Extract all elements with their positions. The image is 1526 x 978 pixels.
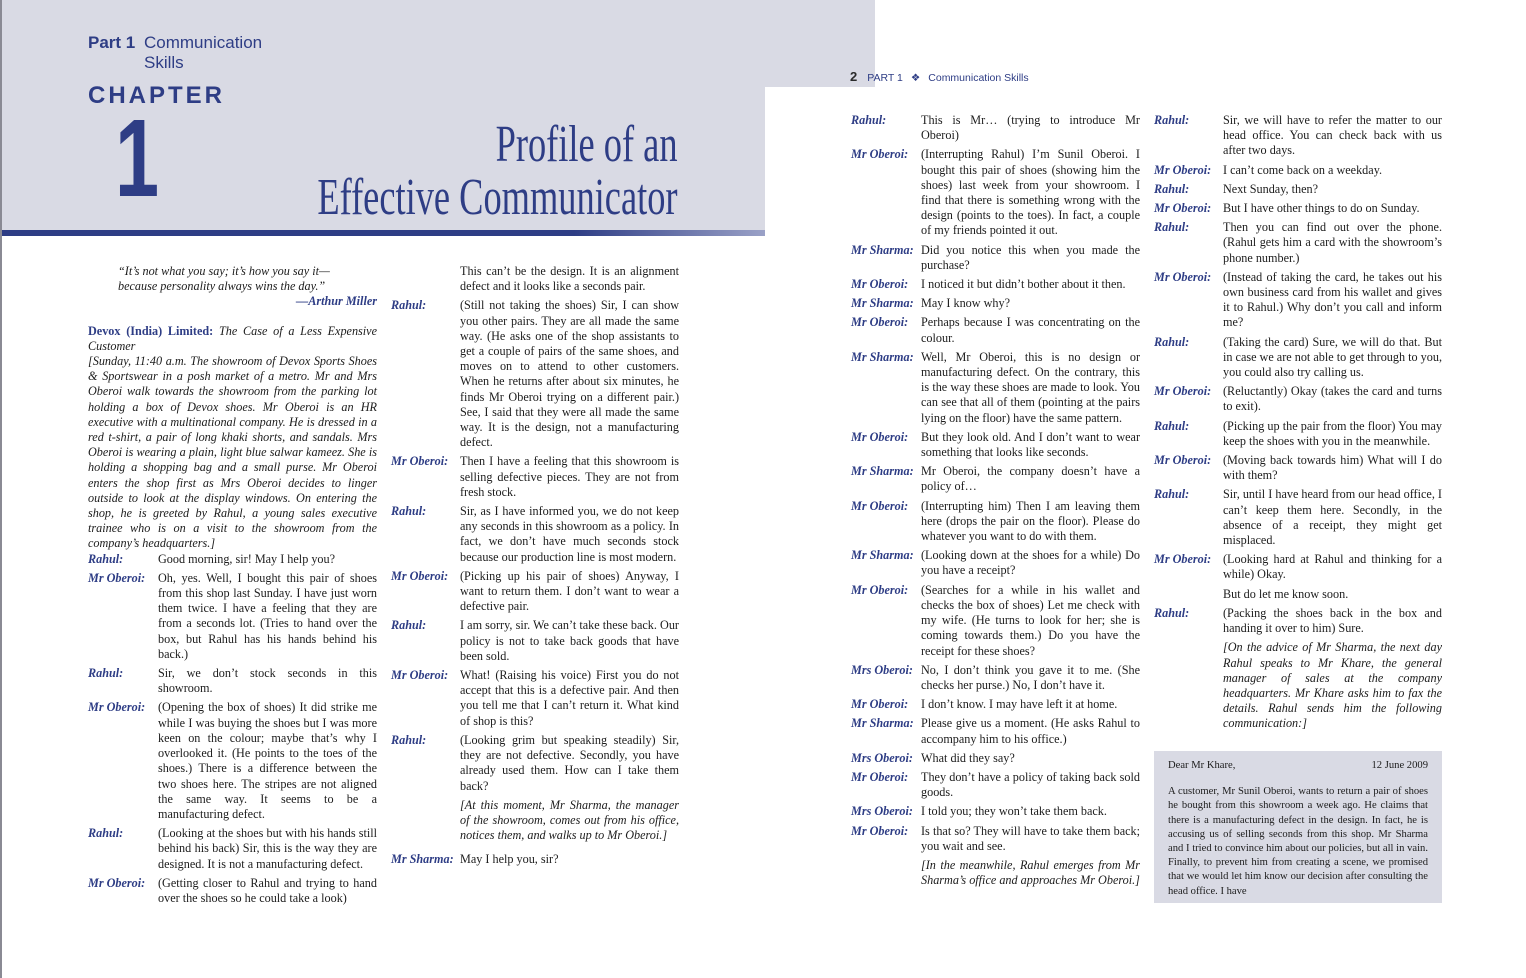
letter-box <box>1154 751 1442 903</box>
speaker: Mr Oberoi: <box>88 570 146 585</box>
epigraph <box>88 264 377 310</box>
dialogue-text: (Searches for a while in his wallet and checks the box of shoes) Let me check with my wife. (He turns to look for her; she is coming towards them.) Do you have the receipt for these shoes? <box>921 582 1140 658</box>
header-rule <box>2 230 765 236</box>
dialogue-line <box>391 733 679 794</box>
dialogue-line <box>851 147 1140 238</box>
dialogue-line <box>851 583 1140 659</box>
dialogue-line <box>851 548 1140 578</box>
speaker: Mr Oberoi: <box>88 875 146 890</box>
speaker <box>1154 587 1223 602</box>
dialogue-text: Perhaps because I was concentrating on the colour. <box>921 315 1140 345</box>
speaker: Mr Oberoi: <box>851 769 909 784</box>
dialogue-text: Is that so? They will have to take them back; you wait and see. <box>921 823 1140 853</box>
dialogue-line <box>88 666 377 696</box>
speaker: Mr Oberoi: <box>851 582 909 597</box>
dialogue-line <box>391 668 679 729</box>
dialogue-line <box>1154 419 1442 449</box>
dialogue-list <box>1154 113 1442 636</box>
dialogue-line <box>1154 163 1442 178</box>
dialogue-text: (Looking hard at Rahul and thinking for a while) Okay. <box>1223 552 1442 582</box>
dialogue-text: I noticed it but didn’t bother about it then. <box>921 277 1126 292</box>
dialogue-text: (Looking grim but speaking steadily) Sir, they are not defective. Secondly, you have already used them. How can I take them back? <box>460 732 679 793</box>
page-number: 2 <box>850 69 858 84</box>
dialogue-line <box>1154 182 1442 197</box>
speaker: Mrs Oberoi: <box>851 804 913 819</box>
dialogue-line <box>391 569 679 615</box>
dialogue-text: This is Mr… (trying to introduce Mr Oberoi) <box>921 113 1140 143</box>
dialogue-text: What did they say? <box>921 750 1015 765</box>
speaker: Mr Sharma: <box>851 716 914 731</box>
speaker: Mr Sharma: <box>391 852 454 867</box>
dialogue-line <box>1154 453 1442 483</box>
speaker: Mr Oberoi: <box>1154 552 1212 567</box>
dialogue-line <box>851 464 1140 494</box>
speaker: Mr Oberoi: <box>391 668 449 683</box>
dialogue-list <box>851 113 1140 854</box>
dialogue-line <box>391 504 679 565</box>
speaker: Mr Oberoi: <box>851 823 909 838</box>
dialogue-line <box>88 826 377 872</box>
dialogue-list <box>391 298 679 793</box>
speaker: Mr Oberoi: <box>851 498 909 513</box>
speaker: Mr Oberoi: <box>1154 453 1212 468</box>
dialogue-line <box>851 824 1140 854</box>
stage-direction-text: [In the meanwhile, Rahul emerges from Mr Sharma’s office and approaches Mr Oberoi.] <box>921 857 1140 888</box>
dialogue-text: (Taking the card) Sure, we will do that. But in case we are not able to get through to you, you could also try calling us. <box>1223 334 1442 380</box>
dialogue-text: Good morning, sir! May I help you? <box>158 551 336 566</box>
running-header <box>850 69 1029 84</box>
speaker: Mr Oberoi: <box>851 315 909 330</box>
dialogue-line <box>851 663 1140 693</box>
dialogue-line <box>1154 552 1442 582</box>
dialogue-line <box>851 350 1140 426</box>
speaker: Mr Oberoi: <box>391 454 449 469</box>
speaker: Mr Oberoi: <box>851 147 909 162</box>
dialogue-line <box>1154 587 1442 602</box>
speaker: Mr Oberoi: <box>1154 384 1212 399</box>
dialogue-line <box>1154 201 1442 216</box>
dialogue-line <box>851 499 1140 545</box>
chapter-title-line2: Effective Communicator <box>317 169 678 226</box>
dialogue-line <box>851 430 1140 460</box>
stage-direction-text: [On the advice of Mr Sharma, the next day Rahul speaks to Mr Khare, the general manager of sales at the company headquarters. Mr Khare asks him to fax the details. Rahul sends him the following communication:] <box>1223 640 1442 731</box>
stage-direction <box>1154 640 1442 736</box>
chapter-title <box>318 118 678 224</box>
dialogue-line <box>851 697 1140 712</box>
dialogue-line <box>1154 606 1442 636</box>
chapter-label: CHAPTER <box>88 82 226 109</box>
column-3 <box>851 113 1140 897</box>
dialogue-line <box>1154 384 1442 414</box>
dialogue-line <box>851 751 1140 766</box>
dialogue-line <box>851 277 1140 292</box>
dialogue-text: Well, Mr Oberoi, this is no design or manufacturing defect. On the contrary, this is the way these shoes are made to look. You can see that all of them (pointing at the pairs lying on the floor) have the same pattern. <box>921 349 1140 425</box>
case-company: Devox (India) Limited: <box>88 323 214 338</box>
dialogue-text: (Looking down at the shoes for a while) Do you have a receipt? <box>921 548 1140 578</box>
dialogue-line <box>851 770 1140 800</box>
speaker: Rahul: <box>1154 605 1190 620</box>
speaker: Rahul: <box>391 298 427 313</box>
dialogue-text: Then I have a feeling that this showroom is selling defective pieces. They are not from fresh stock. <box>460 454 679 499</box>
dialogue-text: (Picking up his pair of shoes) Anyway, I want to return them. I don’t want to wear a defective pair. <box>460 568 679 614</box>
dialogue-line <box>391 618 679 664</box>
dialogue-line <box>1154 335 1442 381</box>
dialogue-line <box>851 716 1140 746</box>
dialogue-line <box>851 315 1140 345</box>
letter-salutation: Dear Mr Khare, <box>1168 760 1236 771</box>
chapter-number: 1 <box>115 97 160 220</box>
dialogue-line <box>1154 487 1442 548</box>
speaker: Mr Sharma: <box>851 464 914 479</box>
dialogue-text: May I know why? <box>921 296 1011 311</box>
dialogue-text: Sir, as I have informed you, we do not keep any seconds in this showroom as a policy. In fact, we don’t have much seconds stock because our production line is most modern. <box>460 504 679 564</box>
dialogue-line <box>391 852 679 867</box>
dialogue-text: (Packing the shoes back in the box and handing it over to him) Sure. <box>1223 605 1442 636</box>
speaker: Mr Sharma: <box>851 548 914 563</box>
dialogue-text: I am sorry, sir. We can’t take these back. Our policy is not to take back goods that have been sold. <box>460 618 679 663</box>
dialogue-text: (Instead of taking the card, he takes out his own business card from his wallet and gives it to Rahul.) Why don’t you call and inform me? <box>1223 269 1442 330</box>
part-title: Communication Skills <box>144 33 263 72</box>
dialogue-line <box>1154 220 1442 266</box>
dialogue-continuation <box>391 264 679 294</box>
dialogue-text: What! (Raising his voice) First you do not accept that this is a defective pair. And then you tell me that I can’t return it. What kind of shop is this? <box>460 668 679 728</box>
dialogue-text: Oh, yes. Well, I bought this pair of shoes from this shop last Sunday. I have just worn them twice. I have a feeling that they are from a seconds lot. (Tries to hand over the box, but Rahul has his hands behind his back.) <box>158 570 377 661</box>
speaker: Rahul: <box>391 618 427 633</box>
dialogue-line <box>88 552 377 567</box>
dialogue-text: Sir, we will have to refer the matter to our head office. You can check back with us after two days. <box>1223 113 1442 158</box>
speaker: Rahul: <box>1154 113 1190 127</box>
dialogue-line <box>1154 113 1442 159</box>
column-1 <box>88 264 377 910</box>
dialogue-text: Mr Oberoi, the company doesn’t have a policy of… <box>921 464 1140 494</box>
running-part: PART 1 <box>867 72 903 84</box>
dialogue-text: (Interrupting Rahul) I’m Sunil Oberoi. I bought this pair of shoes (showing him the shoes) last week from your showroom. I find that there is something wrong with the design (points to the toes). In fact, a couple of my friends pointed it out. <box>921 147 1140 238</box>
dialogue-text: (Still not taking the shoes) Sir, I can show you other pairs. They are all made the same way. (He asks one of the shop assistants to get a couple of pairs of the same shoes, and moves on to attend to other customers. When he returns after about six minutes, he finds Mr Oberoi trying on a different pair.) See, I said that they were all made the same way. It is the design, not a manufacturing defect. <box>460 298 679 450</box>
running-separator: ❖ <box>910 72 921 84</box>
speaker: Mr Oberoi: <box>1154 269 1212 284</box>
dialogue-list <box>88 552 377 906</box>
dialogue-text: I don’t know. I may have left it at home. <box>921 697 1118 712</box>
case-subtitle: The Case of a Less Expensive Customer <box>88 323 377 353</box>
dialogue-line <box>391 298 679 450</box>
stage-direction <box>851 858 1140 893</box>
dialogue-text: They don’t have a policy of taking back sold goods. <box>921 769 1140 800</box>
dialogue-text: (Interrupting him) Then I am leaving them here (drops the pair on the floor). Please do whatever you want to do with them. <box>921 498 1140 544</box>
speaker: Rahul: <box>851 113 887 127</box>
dialogue-text: Sir, we don’t stock seconds in this showroom. <box>158 666 377 696</box>
dialogue-text: This can’t be the design. It is an alignment defect and it looks like a seconds pair. <box>460 264 679 294</box>
scene-intro: [Sunday, 11:40 a.m. The showroom of Devox Sports Shoes & Sportswear in a posh market of a metro. Mr and Mrs Oberoi walk towards the showroom from the parking lot holding a box of Devox shoes. Mr Oberoi is an HR executive with a multinational company. He is dressed in a red t-shirt, a pair of long khaki shorts, and sandals. Mrs Oberoi is wearing a plain, light blue salwar kameez. She is holding a shopping bag and a small purse. Mr Oberoi enters the shop first as Mrs Oberoi decides to linger outside to look at the display windows. On entering the shop, he is greeted by Rahul, a young sales executive trainee who is on a visit to the showroom from the company’s headquarters.] <box>88 354 377 551</box>
dialogue-text: May I help you, sir? <box>460 852 559 867</box>
epigraph-author: —Arthur Miller <box>296 294 377 309</box>
speaker: Rahul: <box>391 732 427 747</box>
dialogue-text: Did you notice this when you made the purchase? <box>921 242 1140 272</box>
dialogue-text: (Reluctantly) Okay (takes the card and turns to exit). <box>1223 384 1442 414</box>
dialogue-text: (Getting closer to Rahul and trying to hand over the shoes so he could take a look) <box>158 875 377 905</box>
dialogue-line <box>1154 270 1442 331</box>
dialogue-text: Next Sunday, then? <box>1223 181 1318 196</box>
speaker: Mr Oberoi: <box>1154 201 1212 216</box>
dialogue-line <box>851 804 1140 819</box>
dialogue-text: (Opening the box of shoes) It did strike me while I was buying the shoes but I was more keen on the colour; maybe that’s why I overlooked it. (He points to the toes of the shoes.) There is a difference between the two shoes here. The stripes are not aligned the same way. It seems to be a manufacturing defect. <box>158 700 377 821</box>
dialogue-line <box>851 296 1140 311</box>
epigraph-line: because personality always wins the day.” <box>118 279 326 294</box>
speaker: Rahul: <box>1154 487 1190 502</box>
speaker: Rahul: <box>1154 418 1190 433</box>
dialogue-line <box>851 113 1140 143</box>
part-label: Part 1 Communication Skills <box>88 33 263 72</box>
speaker: Mr Oberoi: <box>391 568 449 583</box>
dialogue-text: (Moving back towards him) What will I do with them? <box>1223 453 1442 483</box>
chapter-title-line1: Profile of an <box>496 116 678 173</box>
dialogue-text: But they look old. And I don’t want to wear something that looks like seconds. <box>921 429 1140 460</box>
running-title: Communication Skills <box>928 72 1029 84</box>
speaker: Rahul: <box>88 826 124 841</box>
dialogue-text: I told you; they won’t take them back. <box>921 804 1107 819</box>
dialogue-text: Sir, until I have heard from our head office, I can’t keep them here. Secondly, in the absence of a receipt, they might get misplaced. <box>1223 487 1442 548</box>
stage-direction <box>391 798 679 849</box>
dialogue-text: Please give us a moment. (He asks Rahul to accompany him to his office.) <box>921 716 1140 746</box>
dialogue-line <box>88 876 377 906</box>
dialogue-line <box>391 454 679 500</box>
speaker: Mrs Oberoi: <box>851 750 913 765</box>
dialogue-line <box>88 700 377 822</box>
letter-body: A customer, Mr Sunil Oberoi, wants to return a pair of shoes he bought from this showroom a week ago. He claims that there is a manufacturing defect in the design. In fact, he is accusing us of selling seconds from this shop. Mr Sharma and I tried to convince him about our policies, but all in vain. Finally, to prevent him from creating a scene, we promised that we would let him know our decision after consulting the head office. I have <box>1168 786 1428 897</box>
column-2 <box>391 264 679 872</box>
speaker: Rahul: <box>391 504 427 519</box>
speaker: Rahul: <box>1154 334 1190 349</box>
speaker: Mrs Oberoi: <box>851 662 913 677</box>
dialogue-text: (Picking up the pair from the floor) You may keep the shoes with you in the meanwhile. <box>1223 418 1442 448</box>
dialogue-text: But do let me know soon. <box>1223 586 1349 601</box>
speaker: Mr Sharma: <box>851 349 914 364</box>
speaker: Mr Oberoi: <box>851 277 909 292</box>
dialogue-text: Then you can find out over the phone. (Rahul gets him a card with the showroom’s phone number.) <box>1223 220 1442 265</box>
dialogue-text: (Looking at the shoes but with his hands still behind his back) Sir, this is the way they are designed. It is not a manufacturing defect. <box>158 826 377 871</box>
epigraph-line: “It’s not what you say; it’s how you say it— <box>118 264 330 278</box>
letter-date: 12 June 2009 <box>1371 760 1428 771</box>
speaker: Mr Oberoi: <box>851 429 909 444</box>
speaker: Rahul: <box>1154 181 1190 196</box>
speaker: Rahul: <box>88 666 124 681</box>
column-4 <box>1154 113 1442 741</box>
speaker: Mr Sharma: <box>851 296 914 311</box>
dialogue-text: But I have other things to do on Sunday. <box>1223 201 1420 216</box>
dialogue-line <box>851 243 1140 273</box>
speaker: Rahul: <box>88 551 124 566</box>
speaker: Mr Sharma: <box>851 242 914 257</box>
speaker: Rahul: <box>1154 220 1190 235</box>
dialogue-text: No, I don’t think you gave it to me. (She checks her purse.) No, I don’t have it. <box>921 662 1140 692</box>
speaker: Mr Oberoi: <box>851 697 909 712</box>
speaker: Mr Oberoi: <box>1154 162 1212 177</box>
case-heading <box>88 324 377 354</box>
speaker: Mr Oberoi: <box>88 700 146 715</box>
dialogue-text: I can’t come back on a weekday. <box>1223 162 1383 177</box>
stage-direction-text: [At this moment, Mr Sharma, the manager of the showroom, comes out from his office, notices them, and walks up to Mr Oberoi.] <box>460 797 679 843</box>
dialogue-line <box>88 571 377 662</box>
